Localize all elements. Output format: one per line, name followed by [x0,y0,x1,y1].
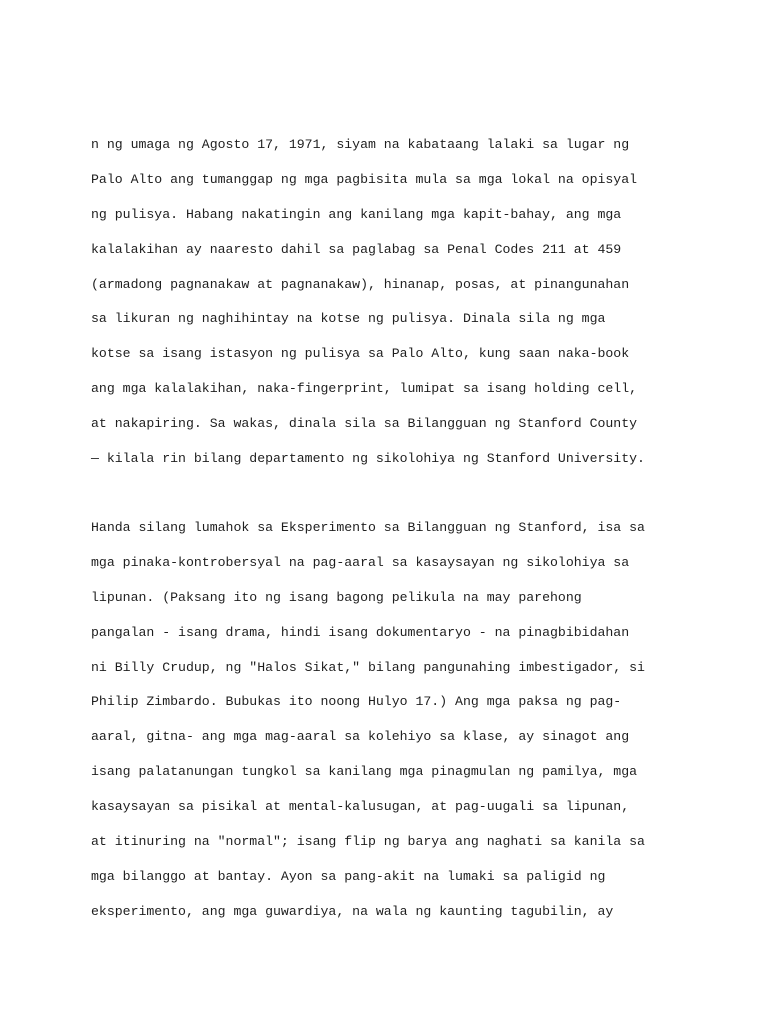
text-line: aaral, gitna- ang mga mag-aaral sa kolehiyo sa klase, ay sinagot ang [91,729,630,745]
text-line: isang palatanungan tungkol sa kanilang mga pinagmulan ng pamilya, mga [91,764,638,780]
text-line: sa likuran ng naghihintay na kotse ng pulisya. Dinala sila ng mga [91,311,606,327]
text-line: (armadong pagnanakaw at pagnanakaw), hinanap, posas, at pinangunahan [91,276,630,292]
text-line: eksperimento, ang mga guwardiya, na wala ng kaunting tagubilin, ay [91,903,614,919]
paragraph-2 [91,518,731,937]
text-line: Handa silang lumahok sa Eksperimento sa Bilangguan ng Stanford, isa sa [91,520,645,535]
text-line: — kilala rin bilang departamento ng sikolohiya ng Stanford University. [91,451,645,467]
text-line: kalalakihan ay naaresto dahil sa paglabag sa Penal Codes 211 at 459 [91,241,622,257]
text-line: n ng umaga ng Agosto 17, 1971, siyam na kabataang lalaki sa lugar ng [91,137,630,152]
text-line: at nakapiring. Sa wakas, dinala sila sa Bilangguan ng Stanford County [91,416,638,432]
text-line: ng pulisya. Habang nakatingin ang kanilang mga kapit-bahay, ang mga [91,206,622,222]
text-line: ni Billy Crudup, ng "Halos Sikat," bilang pangunahing imbestigador, si [91,659,645,675]
text-line: Palo Alto ang tumanggap ng mga pagbisita mula sa mga lokal na opisyal [91,171,638,187]
text-line: mga pinaka-kontrobersyal na pag-aaral sa kasaysayan ng sikolohiya sa [91,554,630,570]
text-line: Philip Zimbardo. Bubukas ito noong Hulyo 17.) Ang mga paksa ng pag- [91,694,622,710]
text-line: lipunan. (Paksang ito ng isang bagong pelikula na may parehong [91,589,582,605]
text-line: at itinuring na "normal"; isang flip ng barya ang naghati sa kanila sa [91,834,645,850]
text-line: kasaysayan sa pisikal at mental-kalusugan, at pag-uugali sa lipunan, [91,799,630,815]
text-line: mga bilanggo at bantay. Ayon sa pang-akit na lumaki sa paligid ng [91,868,606,884]
text-line: ang mga kalalakihan, naka-fingerprint, lumipat sa isang holding cell, [91,381,638,397]
text-line: pangalan - isang drama, hindi isang dokumentaryo - na pinagbibidahan [91,624,630,640]
text-line: kotse sa isang istasyon ng pulisya sa Palo Alto, kung saan naka-book [91,346,630,362]
paragraph-1 [91,135,731,484]
